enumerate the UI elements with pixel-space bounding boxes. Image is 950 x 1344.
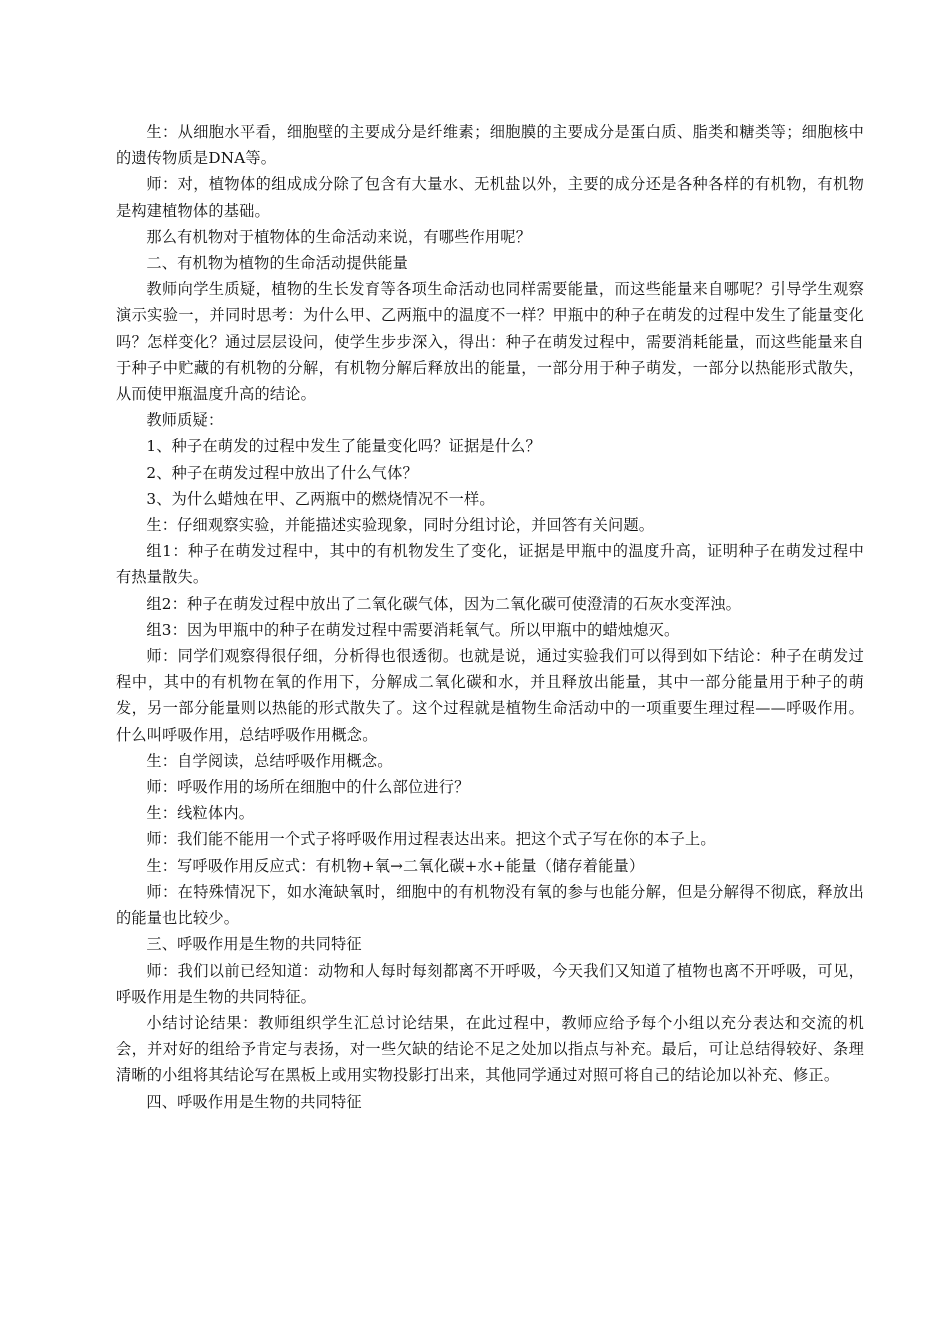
paragraph: 生：自学阅读，总结呼吸作用概念。 [146, 751, 393, 770]
paragraph: 那么有机物对于植物体的生命活动来说，有哪些作用呢？ [146, 227, 532, 246]
paragraph: 师：我们能不能用一个式子将呼吸作用过程表达出来。把这个式子写在你的本子上。 [146, 830, 716, 849]
paragraph: 教师向学生质疑，植物的生长发育等各项生命活动也同样需要能量，而这些能量来自哪呢？引导学生观察演示实验一，并同时思考：为什么甲、乙两瓶中的温度不一样？甲瓶中的种子在萌发的过程中发生了能量变化吗？怎样变化？通过层层设问，使学生步步深入，得出：种子在萌发过程中，需要消耗能量，而这些能量来自于种子中贮藏的有机物的分解，有机物分解后释放出的能量，一部分用于种子萌发，一部分以热能形式散失，从而使甲瓶温度升高的结论。 [116, 280, 864, 404]
paragraph: 生：线粒体内。 [146, 804, 255, 823]
paragraph: 师：对，植物体的组成成分除了包含有大量水、无机盐以外，主要的成分还是各种各样的有机物，有机物是构建植物体的基础。 [116, 175, 864, 220]
paragraph: 师：同学们观察得很仔细，分析得也很透彻。也就是说，通过实验我们可以得到如下结论：种子在萌发过程中，其中的有机物在氧的作用下，分解成二氧化碳和水，并且释放出能量，其中一部分能量用于种子的萌发，另一部分能量则以热能的形式散失了。这个过程就是植物生命活动中的一项重要生理过程——呼吸作用。什么叫呼吸作用，总结呼吸作用概念。 [116, 647, 864, 744]
question-item: 3、为什么蜡烛在甲、乙两瓶中的燃烧情况不一样。 [146, 489, 495, 508]
question-item: 2、种子在萌发过程中放出了什么气体？ [146, 463, 418, 482]
section-heading: 二、有机物为植物的生命活动提供能量 [146, 254, 408, 273]
paragraph: 生：仔细观察实验，并能描述实验现象，同时分组讨论，并回答有关问题。 [146, 516, 655, 535]
section-heading: 三、呼吸作用是生物的共同特征 [146, 935, 362, 954]
document-body [116, 119, 864, 1115]
paragraph: 师：我们以前已经知道：动物和人每时每刻都离不开呼吸，今天我们又知道了植物也离不开呼吸，可见，呼吸作用是生物的共同特征。 [116, 961, 864, 1006]
paragraph: 生：写呼吸作用反应式：有机物+氧→二氧化碳+水+能量（储存着能量） [146, 856, 645, 875]
paragraph: 师：在特殊情况下，如水淹缺氧时，细胞中的有机物没有氧的参与也能分解，但是分解得不彻底，释放出的能量也比较少。 [116, 882, 864, 928]
paragraph: 生：从细胞水平看，细胞壁的主要成分是纤维素；细胞膜的主要成分是蛋白质、脂类和糖类等；细胞核中的遗传物质是DNA等。 [116, 123, 864, 168]
group-answer: 组1：种子在萌发过程中，其中的有机物发生了变化，证据是甲瓶中的温度升高，证明种子在萌发过程中有热量散失。 [116, 542, 864, 587]
question-item: 1、种子在萌发的过程中发生了能量变化吗？证据是什么？ [146, 437, 541, 456]
paragraph: 小结讨论结果：教师组织学生汇总讨论结果，在此过程中，教师应给予每个小组以充分表达和交流的机会，并对好的组给予肯定与表扬，对一些欠缺的结论不足之处加以指点与补充。最后，可让总结得较好、条理清晰的小组将其结论写在黑板上或用实物投影打出来，其他同学通过对照可将自己的结论加以补充、修正。 [116, 1013, 864, 1085]
group-answer: 组2：种子在萌发过程中放出了二氧化碳气体，因为二氧化碳可使澄清的石灰水变浑浊。 [146, 594, 741, 613]
paragraph: 师：呼吸作用的场所在细胞中的什么部位进行？ [146, 778, 470, 797]
section-heading: 四、呼吸作用是生物的共同特征 [146, 1092, 362, 1111]
paragraph: 教师质疑： [146, 411, 224, 430]
group-answer: 组3：因为甲瓶中的种子在萌发过程中需要消耗氧气。所以甲瓶中的蜡烛熄灭。 [146, 620, 680, 639]
